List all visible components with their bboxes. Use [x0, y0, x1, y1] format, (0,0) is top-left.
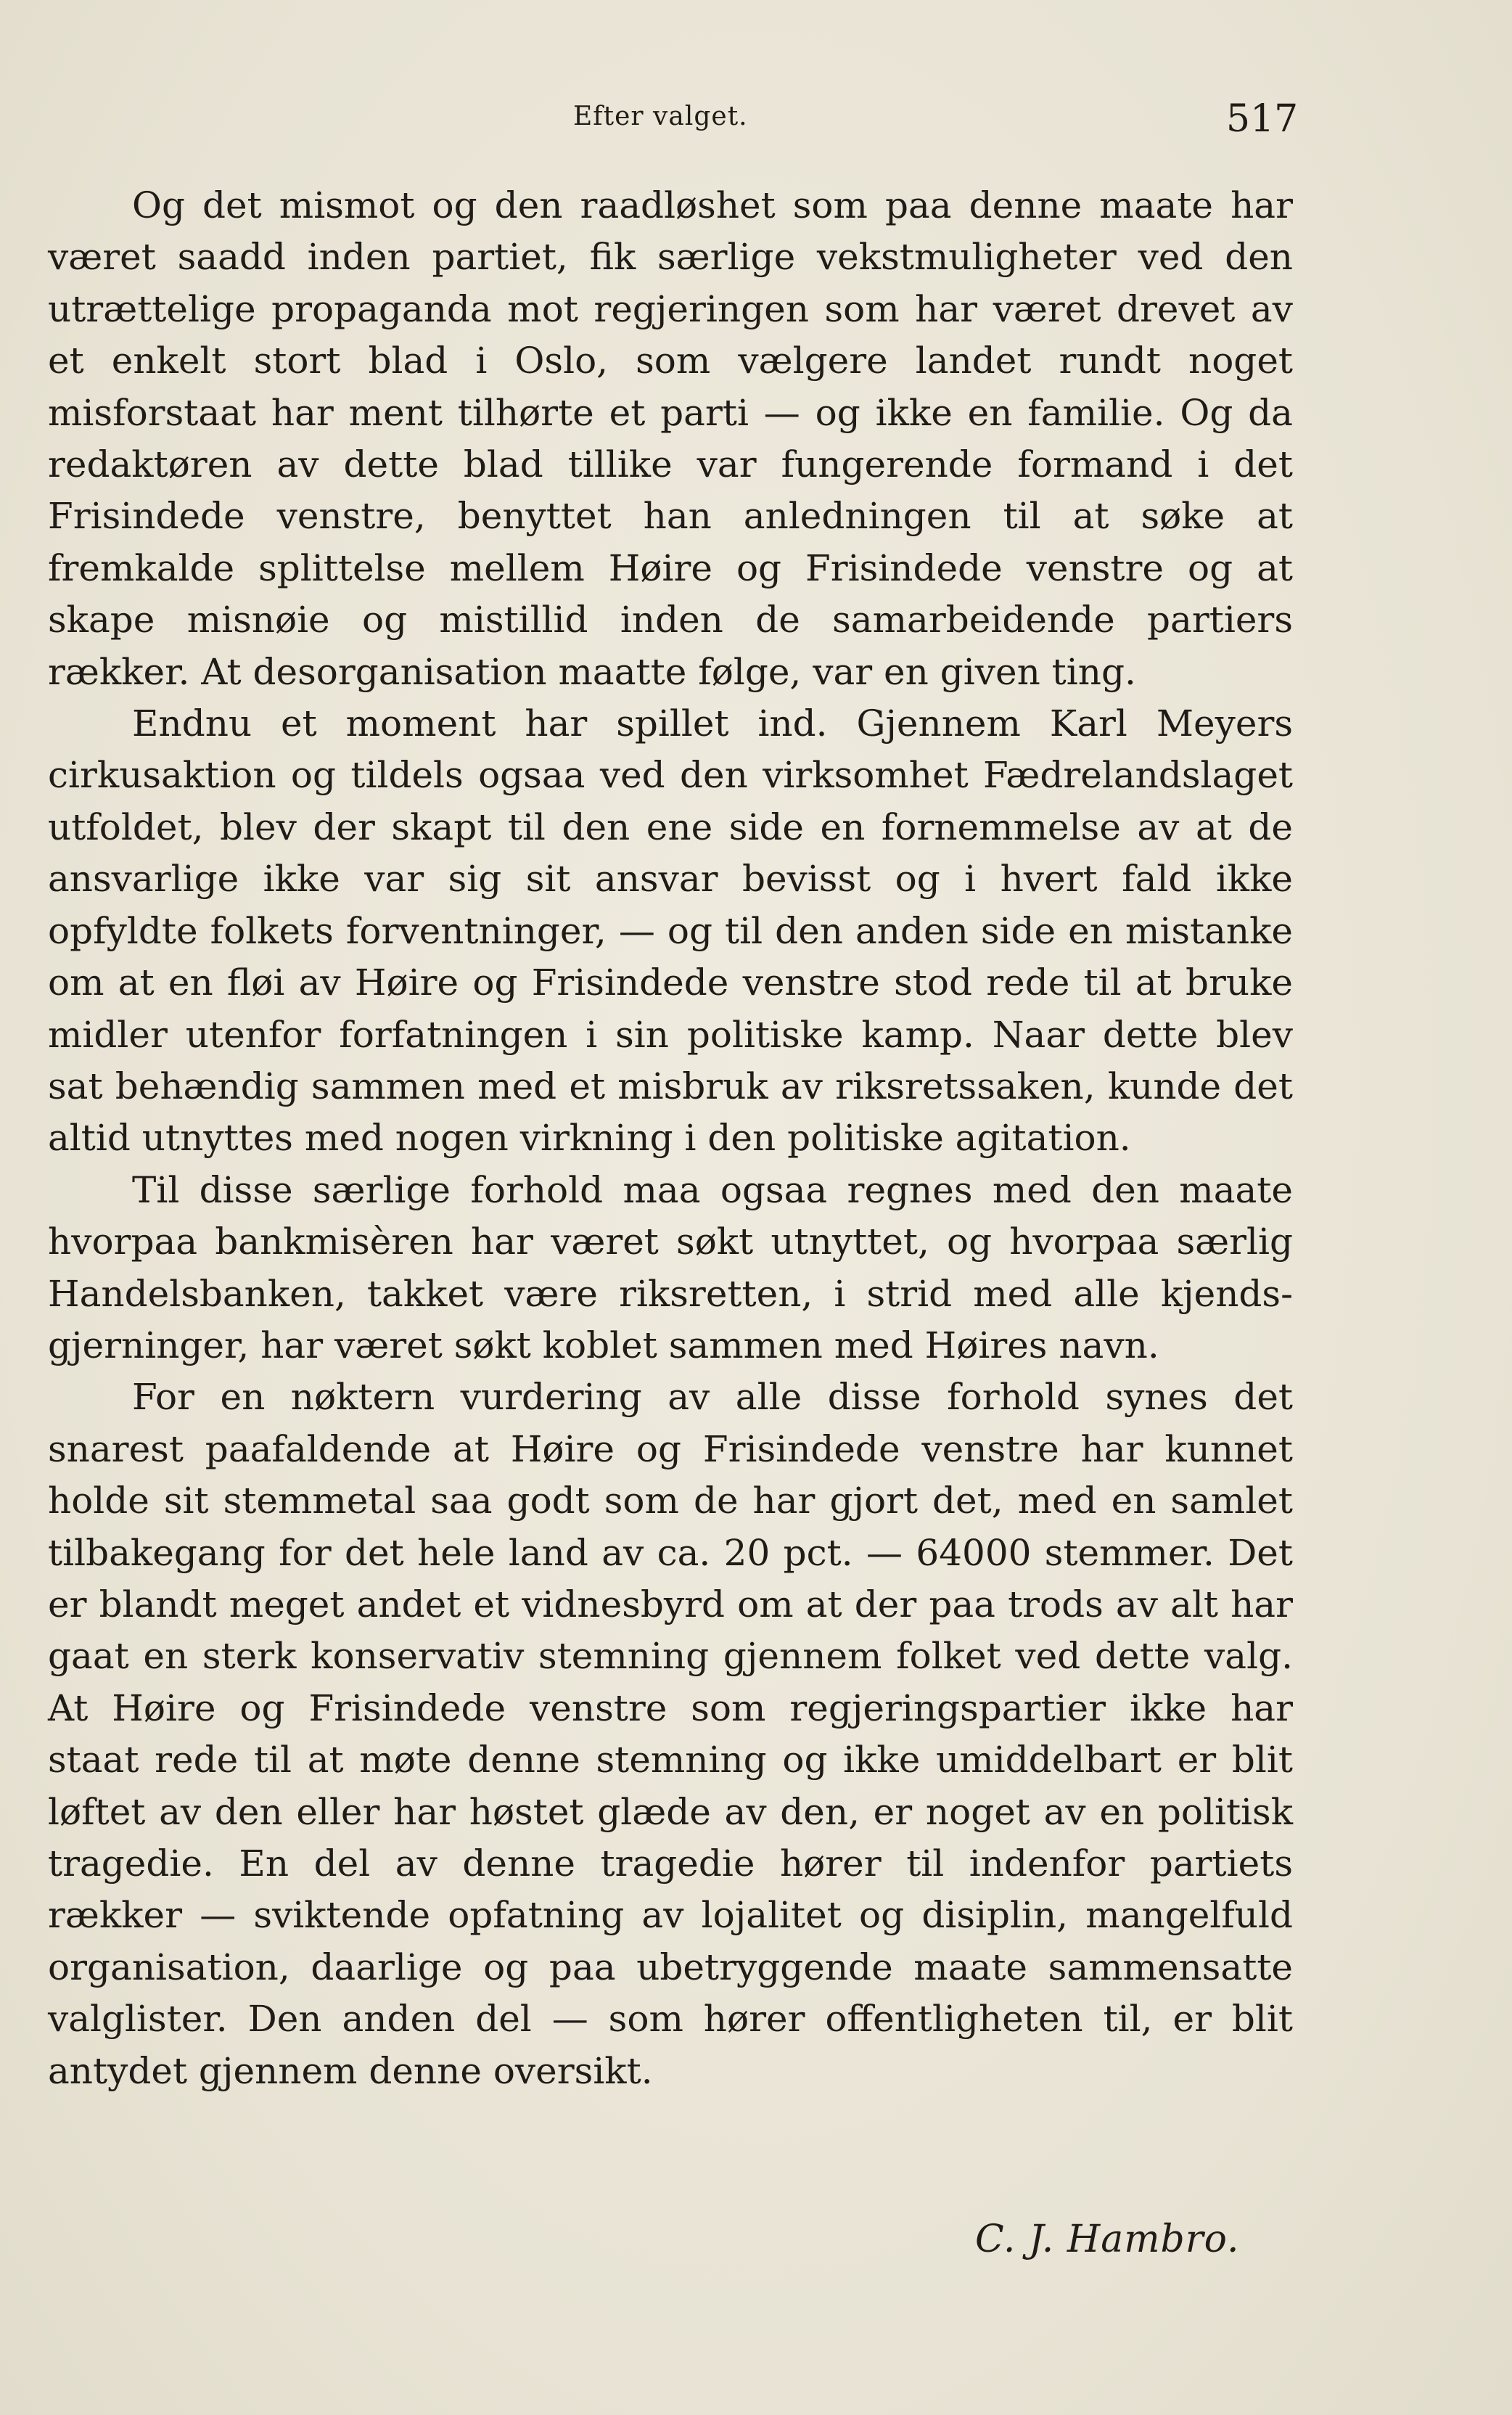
page-number: 517: [1226, 97, 1299, 141]
article-body: [48, 180, 1293, 2097]
paragraph-2: Endnu et moment har spillet ind. Gjennem Karl Meyers cirkusaktion og tildels ogsaa ved den virksomhet Fædrelandslaget utfoldet, blev der skapt til den ene side en fornemmelse av at de ansvarlige ikke var sig sit ansvar bevisst og i hvert fald ikke opfyldte folkets forventninger, — og til den anden side en mistanke om at en fløi av Høire og Frisindede venstre stod rede til at bruke midler utenfor forfatningen i sin politiske kamp. Naar dette blev sat behændig sammen med et misbruk av riksretssaken, kunde det altid utnyttes med nogen virkning i den politiske agitation.: [48, 702, 1293, 1160]
paragraph-4: For en nøktern vurdering av alle disse forhold synes det snarest paafaldende at Høire og Frisindede venstre har kunnet holde sit stemmetal saa godt som de har gjort det, med en samlet tilbakegang for det hele land av ca. 20 pct. — 64000 stemmer. Det er blandt meget andet et vidnesbyrd om at der paa trods av alt har gaat en sterk konservativ stemning gjennem folket ved dette valg. At Høire og Frisindede venstre som regjeringspartier ikke har staat rede til at møte denne stemning og ikke umiddelbart er blit løftet av den eller har høstet glæde av den, er noget av en politisk tragedie. En del av denne tragedie hører til indenfor partiets rækker — sviktende opfatning av lojalitet og disiplin, mangelfuld organisation, daarlige og paa ubetryggende maate sammensatte valglister. Den anden del — som hører offentligheten til, er blit antydet gjennem denne oversikt.: [48, 1376, 1293, 2092]
running-head: [0, 97, 1512, 152]
running-title: Efter valget.: [573, 102, 748, 131]
paragraph-1: Og det mismot og den raadløshet som paa denne maate har været saadd inden partiet, fik særlige vekstmuligheter ved den utrættelige propaganda mot regjeringen som har været drevet av et enkelt stort blad i Oslo, som vælgere landet rundt noget misforstaat har ment tilhørte et parti — og ikke en familie. Og da redaktøren av dette blad tillike var fungerende formand i det Frisindede venstre, benyttet han anledningen til at søke at fremkalde splittelse mellem Høire og Frisindede venstre og at skape misnøie og mistillid inden de samarbeidende partiers rækker. At desorganisation maatte følge, var en given ting.: [48, 184, 1293, 693]
author-signature: C. J. Hambro.: [975, 2218, 1240, 2261]
paragraph-3: Til disse særlige forhold maa ogsaa regnes med den maate hvorpaa bankmisèren har været søkt utnyttet, og hvorpaa særlig Handelsbanken, takket være riksretten, i strid med alle kjendsgjerninger, har været søkt koblet sammen med Høires navn.: [48, 1168, 1293, 1366]
